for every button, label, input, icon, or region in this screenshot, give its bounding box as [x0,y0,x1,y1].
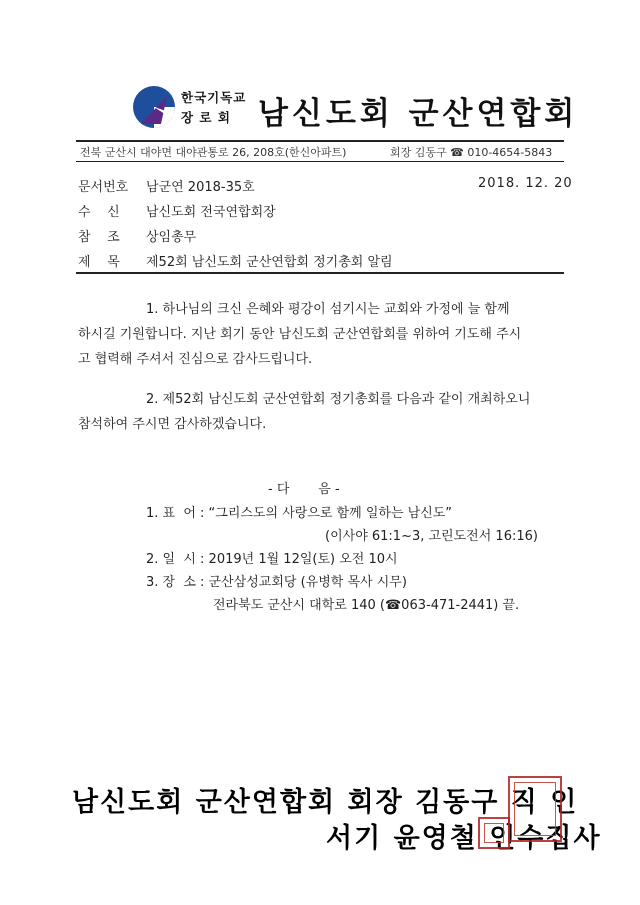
denomination-line2: 장 로 회 [181,110,231,125]
signature-line-1: 남신도회 군산연합회 회장 김동구 직 인 [72,787,579,818]
paragraph-1-line-3: 고 협력해 주셔서 진심으로 감사드립니다. [78,352,313,367]
organization-title: 남신도회 군산연합회 [258,96,579,132]
subject: 제52회 남신도회 군산연합회 정기총회 알림 [146,255,393,270]
organization-logo-icon [131,84,177,130]
notice-heading: - 다 음 - [268,482,340,497]
item-venue-address: 전라북도 군산시 대학로 140 (☎063-471-2441) 끝. [213,598,520,613]
item-datetime: 2. 일 시 : 2019년 1월 12일(토) 오전 10시 [146,552,398,567]
seal-inner-border [514,782,556,836]
president-contact: 회장 김동구 ☎ 010-4654-5843 [390,146,553,159]
official-seal-stamp [508,776,562,842]
paragraph-1-line-1: 1. 하나님의 크신 은혜와 평강이 섬기시는 교회와 가정에 늘 함께 [146,302,510,317]
doc-number: 남군연 2018-35호 [146,180,255,195]
recipient-label: 수 신 [78,205,120,220]
reference-label: 참 조 [78,230,120,245]
doc-date: 2018. 12. 20 [478,176,573,191]
subject-rule [76,272,564,274]
item-motto-scripture: (이사야 61:1~3, 고린도전서 16:16) [325,529,538,544]
personal-seal-stamp [478,817,510,849]
organization-address: 전북 군산시 대야면 대야관통로 26, 208호(한신아파트) [80,146,347,159]
paragraph-2-line-2: 참석하여 주시면 감사하겠습니다. [78,417,267,432]
reference: 상임총무 [146,230,197,245]
subject-label: 제 목 [78,255,120,270]
item-venue: 3. 장 소 : 군산삼성교회당 (유병학 목사 시무) [146,575,407,590]
recipient: 남신도회 전국연합회장 [146,205,276,220]
signature-line-2: 서기 윤영철 인수집사 [326,823,602,854]
header-rule-top [76,140,564,142]
organization-denomination [181,88,246,128]
seal-inner-border-small [484,823,504,843]
item-motto: 1. 표 어 : “그리스도의 사랑으로 함께 일하는 남신도” [146,506,453,521]
paragraph-1-line-2: 하시길 기원합니다. 지난 회기 동안 남신도회 군산연합회를 위하여 기도해 주시 [78,327,522,342]
paragraph-2-line-1: 2. 제52회 남신도회 군산연합회 정기총회를 다음과 같이 개최하오니 [146,392,531,407]
doc-number-label: 문서번호 [78,180,129,195]
header-rule-bottom [76,161,564,162]
denomination-line1: 한국기독교 [181,90,247,105]
